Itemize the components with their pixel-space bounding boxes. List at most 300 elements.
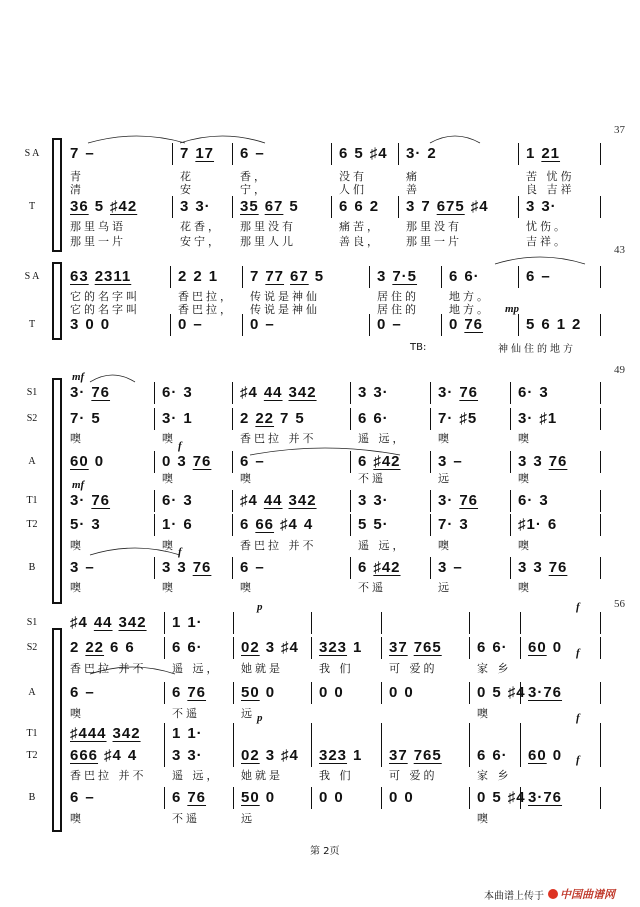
lyric: 噢 <box>518 581 532 594</box>
note-group: 7· <box>70 410 86 427</box>
note-group: 1· <box>187 725 203 742</box>
note-group: – <box>265 316 275 333</box>
voice-label: T <box>28 319 36 330</box>
dynamic-marking: f <box>576 712 580 724</box>
note-group: 5 <box>354 145 364 162</box>
note-group: 76 <box>459 384 479 401</box>
note-group: 22 <box>85 639 105 656</box>
note-group: 44 <box>93 614 113 631</box>
note-group: 765 <box>413 747 442 764</box>
note-group: 3· <box>541 198 557 215</box>
note-group: 5 <box>289 198 299 215</box>
lyric: 噢 <box>477 707 491 720</box>
lyric: 花 <box>180 170 194 183</box>
lyric: 地方。 <box>449 303 491 316</box>
note-group: 323 <box>319 639 348 656</box>
note-group: ♯42 <box>373 453 401 470</box>
note-group: 77 <box>265 268 285 285</box>
note-group: 6 <box>547 516 558 533</box>
note-group: 6 <box>358 453 368 470</box>
note-group: 76 <box>548 559 568 576</box>
voice-label: S1 <box>26 387 38 398</box>
note-group: 44 <box>263 492 283 509</box>
note-group: 3 <box>406 198 416 215</box>
note-group: 67 <box>264 198 284 215</box>
note-group: 3 <box>438 453 448 470</box>
note-group: 76 <box>548 453 568 470</box>
note-group: 02 <box>241 747 260 764</box>
note-group: 6 <box>526 268 536 285</box>
lyric: 我 们 <box>319 769 354 782</box>
note-group: 0 <box>334 789 344 806</box>
note-group: 765 <box>413 639 442 656</box>
note-group: 6 <box>449 268 459 285</box>
note-group: 0 <box>265 789 276 806</box>
note-group: 3 <box>172 747 182 764</box>
lyric: 忧伤。 <box>526 220 568 233</box>
note-group: ♯4 <box>280 516 298 533</box>
note-group: 3· <box>373 492 389 509</box>
note-group: 1· <box>187 614 203 631</box>
note-group: 3 <box>533 559 543 576</box>
note-group: 2311 <box>94 268 132 285</box>
lyric: 遥 远， <box>358 432 407 445</box>
measure-number: 37 <box>614 124 625 136</box>
note-group: 2 <box>369 198 380 215</box>
note-group: 50 <box>241 684 260 701</box>
lyric: 不遥 <box>358 581 386 594</box>
note-group: 5 <box>492 789 502 806</box>
note-group: 6· <box>373 410 389 427</box>
note-group: 3 <box>358 492 368 509</box>
note-group: 0 <box>404 684 414 701</box>
tb-lyrics: 神仙住的地方 <box>498 344 576 355</box>
voice-label: B <box>28 792 36 803</box>
lyric: 那里没有 <box>406 220 462 233</box>
lyric: 噢 <box>518 472 532 485</box>
voice-label: T1 <box>26 495 38 506</box>
note-group: 3 <box>518 559 528 576</box>
note-group: 2 <box>572 316 582 333</box>
lyric: 安宁， <box>180 235 222 248</box>
note-group: 63 <box>70 268 89 285</box>
note-group: 7· <box>438 410 454 427</box>
note-group: – <box>85 684 95 701</box>
note-group: 6 <box>183 516 193 533</box>
lyric: 痛 <box>406 170 420 183</box>
lyric: 遥 远， <box>358 539 407 552</box>
note-group: 3· <box>373 384 389 401</box>
note-group: 0 <box>449 316 459 333</box>
note-group: 76 <box>192 453 212 470</box>
note-group: – <box>193 316 203 333</box>
tb-label: TB: <box>410 342 427 353</box>
note-group: 0 <box>178 316 188 333</box>
note-group: 3 <box>180 198 190 215</box>
slur <box>90 548 180 555</box>
note-group: ♯1 <box>539 410 558 427</box>
note-group: 3· <box>195 198 211 215</box>
lyric: 香， <box>240 170 268 183</box>
note-group: 7 <box>280 410 290 427</box>
note-group: 4 <box>127 747 138 764</box>
note-group: 3 <box>526 198 536 215</box>
note-group: 3 <box>70 316 80 333</box>
note-group: – <box>255 559 265 576</box>
measure-number: 43 <box>614 244 625 256</box>
note-group: 0 <box>100 316 111 333</box>
note-group: 6 <box>358 559 368 576</box>
note-group: 0 <box>389 789 399 806</box>
note-group: 0 <box>404 789 414 806</box>
note-group: 3 <box>539 384 549 401</box>
voice-label: T <box>28 201 36 212</box>
lyric: 不遥 <box>172 707 200 720</box>
note-group: ♯4 <box>507 684 526 701</box>
lyric: 宁， <box>240 183 268 196</box>
note-group: 6· <box>492 747 508 764</box>
dynamic-marking: p <box>257 712 263 724</box>
note-group: 76 <box>187 789 207 806</box>
note-group: 3 <box>183 384 193 401</box>
note-group: 2 <box>427 145 437 162</box>
note-group: 2 <box>70 639 80 656</box>
note-group: ♯1· <box>518 516 542 533</box>
note-group: ♯4 <box>104 747 122 764</box>
voice-label: A <box>28 687 36 698</box>
note-group: 67 <box>290 268 309 285</box>
note-group: 2 <box>240 410 250 427</box>
note-group: – <box>453 559 463 576</box>
note-group: 1 <box>353 639 363 656</box>
note-group: 6 <box>125 639 135 656</box>
note-group: 6 <box>172 684 182 701</box>
lyric: 人们 <box>339 183 367 196</box>
slur <box>90 667 175 674</box>
lyric: 青 <box>70 170 84 183</box>
note-group: 4 <box>303 516 314 533</box>
note-group: 6 <box>70 789 80 806</box>
note-group: 7 <box>180 145 190 162</box>
lyric: 遥 远， <box>172 769 221 782</box>
lyric: 遥 远， <box>172 662 221 675</box>
note-group: 675 <box>436 198 465 215</box>
lyric: 家 乡 <box>477 769 512 782</box>
lyric: 那里一片 <box>70 235 126 248</box>
note-group: 60 <box>528 639 547 656</box>
lyric: 香巴拉 并不 <box>70 662 147 675</box>
lyric: 善良， <box>339 235 381 248</box>
note-group: 0 <box>319 684 329 701</box>
dynamic-marking: mf <box>72 371 85 383</box>
note-group: 37 <box>389 747 408 764</box>
lyric: 香巴拉 并不 <box>70 769 147 782</box>
note-group: 1 <box>172 614 182 631</box>
note-group: 3 <box>70 559 80 576</box>
note-group: 6 <box>70 684 80 701</box>
note-group: 3· <box>162 410 178 427</box>
lyric: 吉祥。 <box>526 235 568 248</box>
note-group: 1 <box>183 410 193 427</box>
lyric: 居住的 <box>377 290 419 303</box>
lyric: 地方。 <box>449 290 491 303</box>
note-group: 1 <box>208 268 219 285</box>
note-group: 37 <box>389 639 408 656</box>
note-group: 3 <box>358 384 368 401</box>
lyric: 噢 <box>70 581 84 594</box>
lyric: 安 <box>180 183 194 196</box>
note-group: 2 <box>193 268 203 285</box>
lyric: 噢 <box>438 432 452 445</box>
note-group: 3·76 <box>528 684 563 701</box>
note-group: 7 <box>70 145 80 162</box>
voice-label: S A <box>24 271 40 282</box>
slur <box>90 375 135 382</box>
note-group: 3 <box>377 268 387 285</box>
note-group: ♯4 <box>369 145 388 162</box>
lyric: 我 们 <box>319 662 354 675</box>
note-group: ♯42 <box>110 198 138 215</box>
slur <box>88 136 185 143</box>
note-group: 5 <box>492 684 502 701</box>
lyric: 香巴拉， <box>178 290 234 303</box>
note-group: 22 <box>255 410 275 427</box>
note-group: 17 <box>195 145 215 162</box>
lyric: 良 吉祥 <box>526 183 575 196</box>
note-group: 0 <box>85 316 95 333</box>
note-group: 76 <box>187 684 207 701</box>
voice-label: T2 <box>26 519 38 530</box>
note-group: 0 <box>250 316 260 333</box>
note-group: 3 <box>518 453 528 470</box>
dynamic-marking: mp <box>505 303 520 315</box>
note-group: 0 <box>334 684 344 701</box>
voice-label: A <box>28 456 36 467</box>
note-group: 6· <box>162 492 178 509</box>
note-group: 0 <box>94 453 105 470</box>
lyric: 不遥 <box>358 472 386 485</box>
note-group: 3· <box>70 492 86 509</box>
note-group: 6· <box>492 639 508 656</box>
note-group: 3 <box>265 747 276 764</box>
note-group: 6 <box>172 639 182 656</box>
note-group: 5 <box>94 198 105 215</box>
note-group: 6 <box>354 198 364 215</box>
note-group: – <box>85 559 95 576</box>
lyric: 噢 <box>70 432 84 445</box>
lyric: 不遥 <box>172 812 200 825</box>
note-group: 76 <box>91 492 111 509</box>
note-group: 6 <box>541 316 551 333</box>
note-group: 50 <box>241 789 260 806</box>
note-group: 6 <box>339 145 349 162</box>
lyric: 噢 <box>162 581 176 594</box>
note-group: 76 <box>192 559 212 576</box>
note-group: 0 <box>477 684 487 701</box>
note-group: ♯4 <box>470 198 489 215</box>
note-group: 6 <box>240 516 250 533</box>
note-group: 76 <box>91 384 111 401</box>
lyric: 噢 <box>518 432 532 445</box>
note-group: 1 <box>526 145 536 162</box>
lyric: 那里乌语 <box>70 220 126 233</box>
note-group: 02 <box>241 639 260 656</box>
note-group: 3· <box>518 410 534 427</box>
note-group: 5· <box>373 516 389 533</box>
dynamic-marking: f <box>178 440 182 452</box>
note-group: 2 <box>178 268 188 285</box>
note-group: ♯4 <box>507 789 526 806</box>
lyric: 远 <box>438 581 452 594</box>
note-group: 5 <box>295 410 305 427</box>
note-group: 3· <box>187 747 203 764</box>
lyric: 她就是 <box>241 662 283 675</box>
note-group: 5 <box>358 516 368 533</box>
lyric: 远 <box>241 707 255 720</box>
note-group: 3 <box>459 516 469 533</box>
note-group: 6 <box>477 747 487 764</box>
note-group: 76 <box>464 316 484 333</box>
note-group: 6 <box>358 410 368 427</box>
note-group: 6 <box>172 789 182 806</box>
lyric: 噢 <box>70 812 84 825</box>
note-group: ♯42 <box>373 559 401 576</box>
lyric: 噢 <box>70 539 84 552</box>
lyric: 噢 <box>438 539 452 552</box>
note-group: 3·76 <box>528 789 563 806</box>
lyric: 传说是神仙 <box>250 303 320 316</box>
note-group: 0 <box>552 639 563 656</box>
measure-number: 49 <box>614 364 625 376</box>
lyric: 噢 <box>240 472 254 485</box>
note-group: 1· <box>162 516 178 533</box>
dynamic-marking: f <box>576 754 580 766</box>
note-group: 36 <box>70 198 89 215</box>
note-group: 6· <box>518 492 534 509</box>
note-group: 6 <box>477 639 487 656</box>
lyric: 苦 忧伤 <box>526 170 575 183</box>
note-group: 35 <box>240 198 259 215</box>
note-group: 6 <box>240 559 250 576</box>
note-group: 6 <box>240 145 250 162</box>
note-group: 21 <box>541 145 561 162</box>
note-group: 1 <box>353 747 363 764</box>
logo-text: 中国曲谱网 <box>560 888 615 901</box>
note-group: – <box>392 316 402 333</box>
note-group: – <box>453 453 463 470</box>
dynamic-marking: p <box>257 601 263 613</box>
note-group: 3· <box>406 145 422 162</box>
note-group: 7· <box>438 516 454 533</box>
slur <box>495 257 585 264</box>
voice-label: S2 <box>26 642 38 653</box>
note-group: 44 <box>263 384 283 401</box>
voice-label: B <box>28 562 36 573</box>
note-group: 3 <box>91 516 101 533</box>
note-group: 0 <box>389 684 399 701</box>
lyric: 噢 <box>240 581 254 594</box>
uploaded-text: 本曲谱上传于 <box>484 890 544 902</box>
note-group: 7 <box>421 198 431 215</box>
lyric: 花香， <box>180 220 222 233</box>
lyric: 那里人儿 <box>240 235 296 248</box>
note-group: 76 <box>459 492 479 509</box>
note-group: 7 <box>250 268 260 285</box>
note-group: 0 <box>265 684 276 701</box>
note-group: 0 <box>162 453 172 470</box>
lyric: 它的名字叫 <box>70 303 140 316</box>
lyric: 它的名字叫 <box>70 290 140 303</box>
note-group: 6 <box>110 639 120 656</box>
lyric: 可 爱的 <box>389 662 438 675</box>
page-number: 第 2页 <box>310 846 340 857</box>
note-group: – <box>85 789 95 806</box>
voice-label: T2 <box>26 750 38 761</box>
lyric: 那里没有 <box>240 220 296 233</box>
note-group: 0 <box>477 789 487 806</box>
lyric: 噢 <box>477 812 491 825</box>
note-group: – <box>255 453 265 470</box>
note-group: 66 <box>255 516 275 533</box>
dynamic-marking: f <box>178 546 182 558</box>
dynamic-marking: f <box>576 601 580 613</box>
note-group: 0 <box>552 747 563 764</box>
note-group: ♯4 <box>240 384 258 401</box>
note-group: 7·5 <box>392 268 418 285</box>
note-group: ♯4 <box>70 614 88 631</box>
note-group: 342 <box>288 384 317 401</box>
note-group: 6· <box>518 384 534 401</box>
lyric: 没有 <box>339 170 367 183</box>
lyric: 可 爱的 <box>389 769 438 782</box>
lyric: 噢 <box>162 472 176 485</box>
lyric: 噢 <box>162 432 176 445</box>
slur <box>430 136 480 143</box>
note-group: 60 <box>70 453 89 470</box>
voice-label: T1 <box>26 728 38 739</box>
lyric: 痛苦， <box>339 220 381 233</box>
note-group: 3· <box>438 492 454 509</box>
note-group: 3· <box>438 384 454 401</box>
note-group: ♯4 <box>281 747 299 764</box>
lyric: 传说是神仙 <box>250 290 320 303</box>
note-group: 3 <box>438 559 448 576</box>
lyric: 远 <box>438 472 452 485</box>
note-group: ♯5 <box>459 410 478 427</box>
note-group: 666 <box>70 747 99 764</box>
lyric: 她就是 <box>241 769 283 782</box>
lyric: 香巴拉 并不 <box>240 432 317 445</box>
note-group: – <box>541 268 551 285</box>
slur <box>180 136 265 143</box>
note-group: 3 <box>533 453 543 470</box>
lyric: 噢 <box>518 539 532 552</box>
note-group: – <box>85 145 95 162</box>
note-group: 1 <box>556 316 567 333</box>
note-group: 5 <box>526 316 536 333</box>
note-group: 3 <box>162 559 172 576</box>
dynamic-marking: f <box>576 647 580 659</box>
voice-label: S A <box>24 148 40 159</box>
dynamic-marking: mf <box>72 479 85 491</box>
note-group: 342 <box>112 725 141 742</box>
note-group: 6 <box>240 453 250 470</box>
note-group: – <box>255 145 265 162</box>
note-group: 60 <box>528 747 547 764</box>
voice-label: S2 <box>26 413 38 424</box>
note-group: 5 <box>314 268 325 285</box>
slur <box>250 448 400 455</box>
